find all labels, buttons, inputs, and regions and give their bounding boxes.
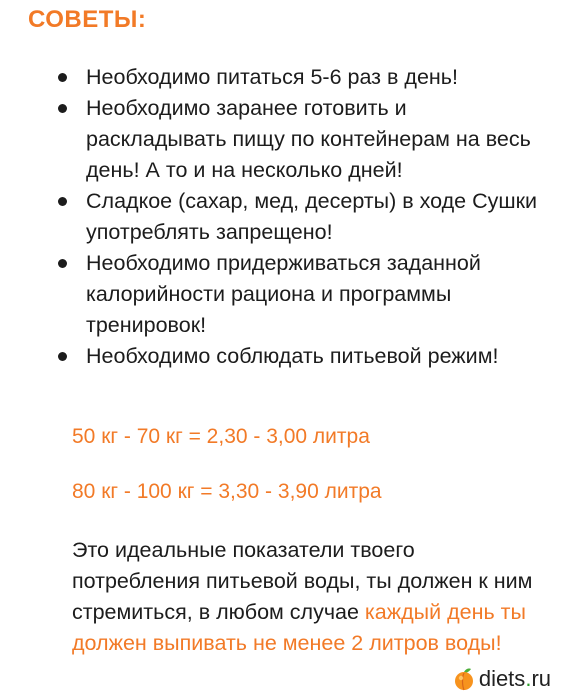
list-item xyxy=(58,341,538,372)
tip-text: Необходимо заранее готовить и раскладывать пищу по контейнерам на весь день! А то и на несколько дней! xyxy=(86,96,531,182)
list-item xyxy=(58,186,538,248)
tip-text: Необходимо питаться 5-6 раз в день! xyxy=(86,65,458,89)
tip-text: Сладкое (сахар, мед, десерты) в ходе Сушки употреблять запрещено! xyxy=(86,189,538,244)
water-norm-50-70: 50 кг - 70 кг = 2,30 - 3,00 литра xyxy=(72,425,370,448)
list-item xyxy=(58,248,538,341)
note-paragraph xyxy=(72,535,542,659)
peach-icon xyxy=(452,667,476,691)
bullet-icon xyxy=(58,73,67,82)
diets-watermark xyxy=(450,664,555,694)
watermark-dot: . xyxy=(525,666,532,691)
watermark-tld: ru xyxy=(531,666,551,691)
tip-text: Необходимо придерживаться заданной калорийности рациона и программы тренировок! xyxy=(86,251,481,337)
bullet-icon xyxy=(58,352,67,361)
list-item xyxy=(58,62,538,93)
note-text: Это идеальные показатели твоего потребления питьевой воды, ты должен к ним стремиться, в любом случае xyxy=(72,538,533,624)
list-item xyxy=(58,93,538,186)
note-highlight: каждый день ты должен выпивать не менее 2 литров воды! xyxy=(72,600,526,655)
watermark-text xyxy=(479,666,551,692)
page-title: СОВЕТЫ: xyxy=(28,6,147,33)
bullet-icon xyxy=(58,197,67,206)
tip-text: Необходимо соблюдать питьевой режим! xyxy=(86,344,499,368)
tips-list xyxy=(58,62,538,372)
bullet-icon xyxy=(58,104,67,113)
bullet-icon xyxy=(58,259,67,268)
watermark-brand: diets xyxy=(478,666,526,691)
water-norm-80-100: 80 кг - 100 кг = 3,30 - 3,90 литра xyxy=(72,480,382,503)
